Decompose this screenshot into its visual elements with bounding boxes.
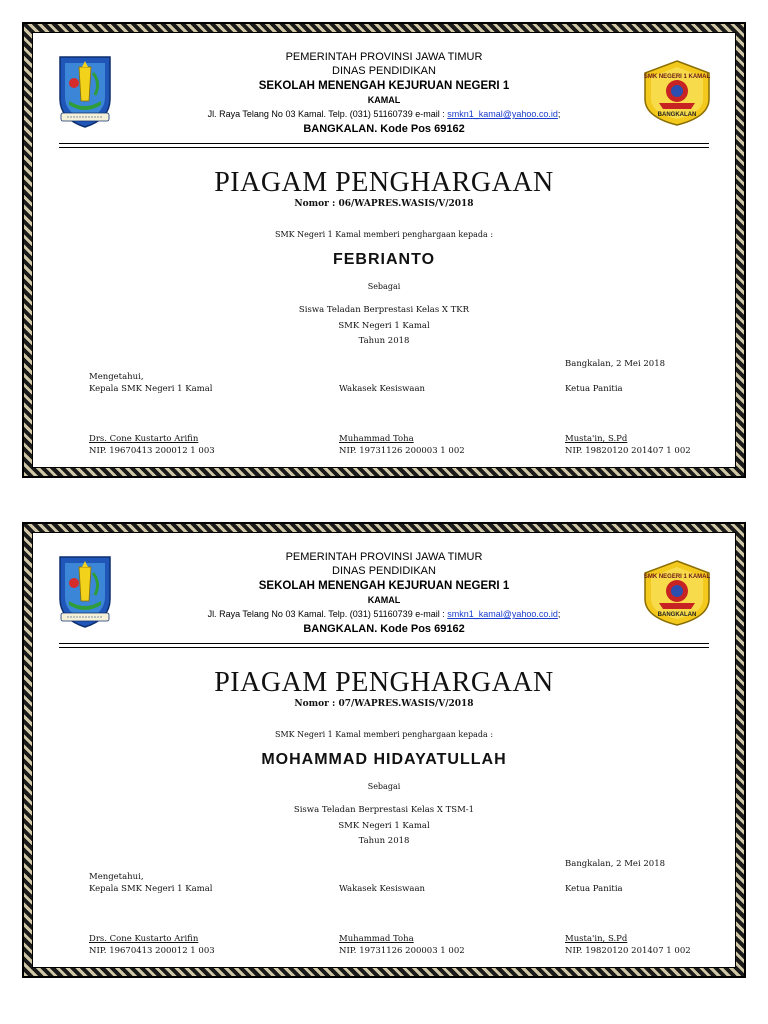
badge-top-text: SMK NEGERI 1 KAMAL <box>643 574 711 580</box>
as-label: Sebagai <box>367 782 401 791</box>
letterhead <box>33 550 735 636</box>
letterhead-agency: DINAS PENDIDIKAN <box>332 65 436 77</box>
signatory-note: Mengetahui, <box>89 872 144 882</box>
recipient-name: FEBRIANTO <box>332 251 436 268</box>
letterhead-agency: DINAS PENDIDIKAN <box>332 565 436 577</box>
given-by-text: SMK Negeri 1 Kamal memberi penghargaan kepada : <box>274 230 494 239</box>
email-link[interactable]: smkn1_kamal@yahoo.co.id <box>447 109 558 119</box>
letterhead-city: BANGKALAN. Kode Pos 69162 <box>303 123 465 135</box>
signatory-role: Kepala SMK Negeri 1 Kamal <box>89 884 213 894</box>
place-date: Bangkalan, 2 Mei 2018 <box>565 859 666 869</box>
award-year: Tahun 2018 <box>358 836 410 846</box>
certificate-number: Nomor : 06/WAPRES.WASIS/V/2018 <box>294 199 474 209</box>
signatory-name: Musta'in, S.Pd <box>565 934 628 944</box>
letterhead-address <box>33 607 735 621</box>
badge-top-text: SMK NEGERI 1 KAMAL <box>643 74 711 80</box>
letterhead-school: SEKOLAH MENENGAH KEJURUAN NEGERI 1 <box>258 80 510 92</box>
signatory-role: Kepala SMK Negeri 1 Kamal <box>89 384 213 394</box>
signatory-note: Mengetahui, <box>89 372 144 382</box>
signatory-nip: NIP. 19670413 200012 1 003 <box>89 946 215 956</box>
award-year: Tahun 2018 <box>358 336 410 346</box>
certificate-inner <box>32 32 736 468</box>
signatory-role: Ketua Panitia <box>565 384 623 394</box>
certificate-title: PIAGAM PENGHARGAAN <box>214 667 554 698</box>
letterhead-divider <box>59 143 709 144</box>
signatory-name: Muhammad Toha <box>339 434 414 444</box>
recipient-name: MOHAMMAD HIDAYATULLAH <box>261 751 507 768</box>
address-text: Jl. Raya Telang No 03 Kamal. Telp. (031) 51160739 e-mail : <box>207 609 448 619</box>
address-end: ; <box>557 609 561 619</box>
award-school: SMK Negeri 1 Kamal <box>338 821 430 831</box>
certificate-number: Nomor : 07/WAPRES.WASIS/V/2018 <box>294 699 474 709</box>
signatory-name: Drs. Cone Kustarto Arifin <box>89 434 199 444</box>
letterhead-school: SEKOLAH MENENGAH KEJURUAN NEGERI 1 <box>258 580 510 592</box>
award-school: SMK Negeri 1 Kamal <box>338 321 430 331</box>
badge-bottom-text: BANGKALAN <box>657 612 697 618</box>
certificate <box>22 522 746 978</box>
letterhead-province: PEMERINTAH PROVINSI JAWA TIMUR <box>285 551 483 563</box>
letterhead-campus: KAMAL <box>367 595 401 605</box>
as-label: Sebagai <box>367 282 401 291</box>
signatory-name: Muhammad Toha <box>339 934 414 944</box>
certificate-title: PIAGAM PENGHARGAAN <box>214 167 554 198</box>
place-date: Bangkalan, 2 Mei 2018 <box>565 359 666 369</box>
signatory-role: Wakasek Kesiswaan <box>339 384 426 394</box>
email-link[interactable]: smkn1_kamal@yahoo.co.id <box>447 609 558 619</box>
letterhead-address <box>33 107 735 121</box>
letterhead-campus: KAMAL <box>367 95 401 105</box>
letterhead-province: PEMERINTAH PROVINSI JAWA TIMUR <box>285 51 483 63</box>
signatory-nip: NIP. 19731126 200003 1 002 <box>339 446 465 456</box>
letterhead-divider <box>59 643 709 644</box>
certificate-inner <box>32 532 736 968</box>
award-predicate: Siswa Teladan Berprestasi Kelas X TKR <box>298 305 470 315</box>
signatory-nip: NIP. 19820120 201407 1 002 <box>565 446 691 456</box>
address-text: Jl. Raya Telang No 03 Kamal. Telp. (031) 51160739 e-mail : <box>207 109 448 119</box>
award-predicate: Siswa Teladan Berprestasi Kelas X TSM-1 <box>293 805 475 815</box>
signatory-nip: NIP. 19670413 200012 1 003 <box>89 446 215 456</box>
letterhead <box>33 50 735 136</box>
signatory-name: Drs. Cone Kustarto Arifin <box>89 934 199 944</box>
signatory-nip: NIP. 19820120 201407 1 002 <box>565 946 691 956</box>
signatory-role: Ketua Panitia <box>565 884 623 894</box>
signatory-role: Wakasek Kesiswaan <box>339 884 426 894</box>
certificate <box>22 22 746 478</box>
address-end: ; <box>557 109 561 119</box>
letterhead-city: BANGKALAN. Kode Pos 69162 <box>303 623 465 635</box>
signatory-nip: NIP. 19731126 200003 1 002 <box>339 946 465 956</box>
badge-bottom-text: BANGKALAN <box>657 112 697 118</box>
letterhead-divider-thin <box>59 147 709 148</box>
signatory-name: Musta'in, S.Pd <box>565 434 628 444</box>
letterhead-divider-thin <box>59 647 709 648</box>
given-by-text: SMK Negeri 1 Kamal memberi penghargaan kepada : <box>274 730 494 739</box>
